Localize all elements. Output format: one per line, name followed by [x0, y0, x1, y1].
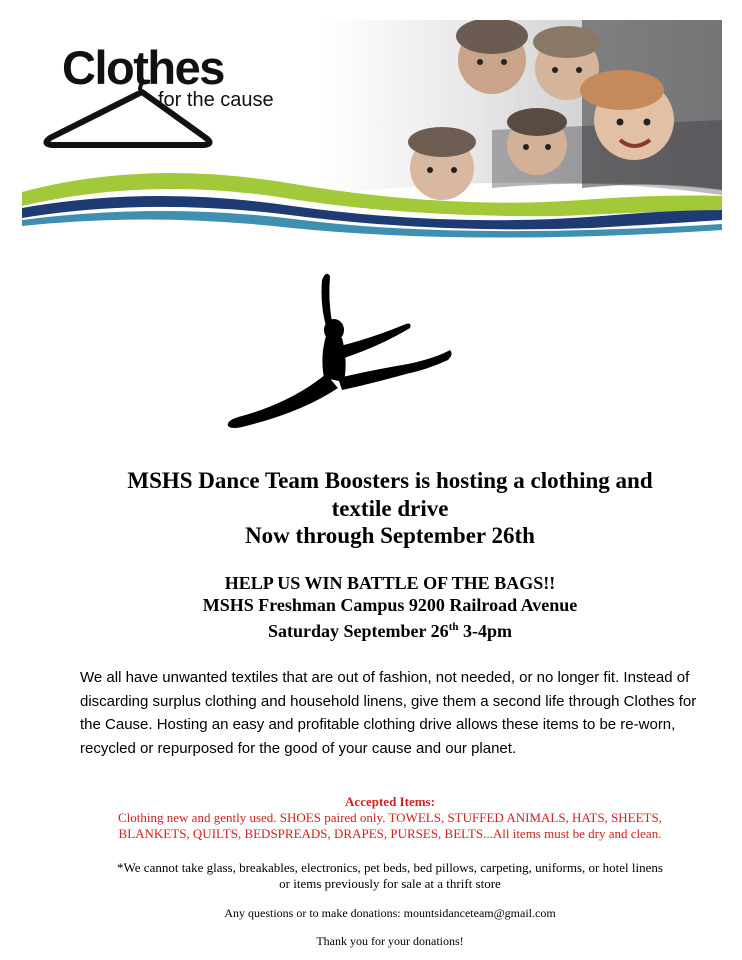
restrictions-line-2: or items previously for sale at a thrift store [279, 876, 501, 891]
contact-info: Any questions or to make donations: mountsidanceteam@gmail.com [224, 906, 556, 920]
heading-line-1: MSHS Dance Team Boosters is hosting a clothing and [127, 468, 653, 493]
event-date-prefix: Saturday September 26 [268, 621, 449, 641]
event-date [40, 616, 740, 642]
heading-line-3: Now through September 26th [245, 523, 535, 548]
restrictions-line-1: *We cannot take glass, breakables, electronics, pet beds, bed pillows, carpeting, uniforms, or hotel linens [117, 860, 663, 875]
accepted-items [40, 794, 740, 842]
accepted-items-line-1: Clothing new and gently used. SHOES paired only. TOWELS, STUFFED ANIMALS, HATS, SHEETS, [118, 810, 662, 825]
heading-line-2: textile drive [331, 496, 449, 521]
accepted-items-line-2: BLANKETS, QUILTS, BEDSPREADS, DRAPES, PURSES, BELTS...All items must be dry and clean. [118, 826, 662, 841]
event-location: MSHS Freshman Campus 9200 Railroad Avenue [202, 595, 578, 615]
event-slogan: HELP US WIN BATTLE OF THE BAGS!! [224, 573, 556, 593]
logo-title: Clothes [62, 41, 224, 94]
thank-you-note: Thank you for your donations! [316, 934, 464, 948]
dancer-silhouette-icon [222, 270, 452, 438]
event-date-suffix: th [448, 621, 459, 633]
description-paragraph: We all have unwanted textiles that are out of fashion, not needed, or no longer fit. Instead of discarding surplus clothing and household linens, give them a second life through Clothes for the Cause. Hosting an easy and profitable clothing drive allows these items to be re-worn, recycled or repurposed for the good of your cause and our planet. [80, 669, 697, 757]
logo-subtitle: for the cause [158, 89, 274, 111]
restrictions-note [40, 860, 740, 892]
event-time: 3-4pm [458, 621, 512, 641]
kids-photo [322, 20, 722, 200]
accepted-items-title: Accepted Items: [345, 794, 435, 809]
